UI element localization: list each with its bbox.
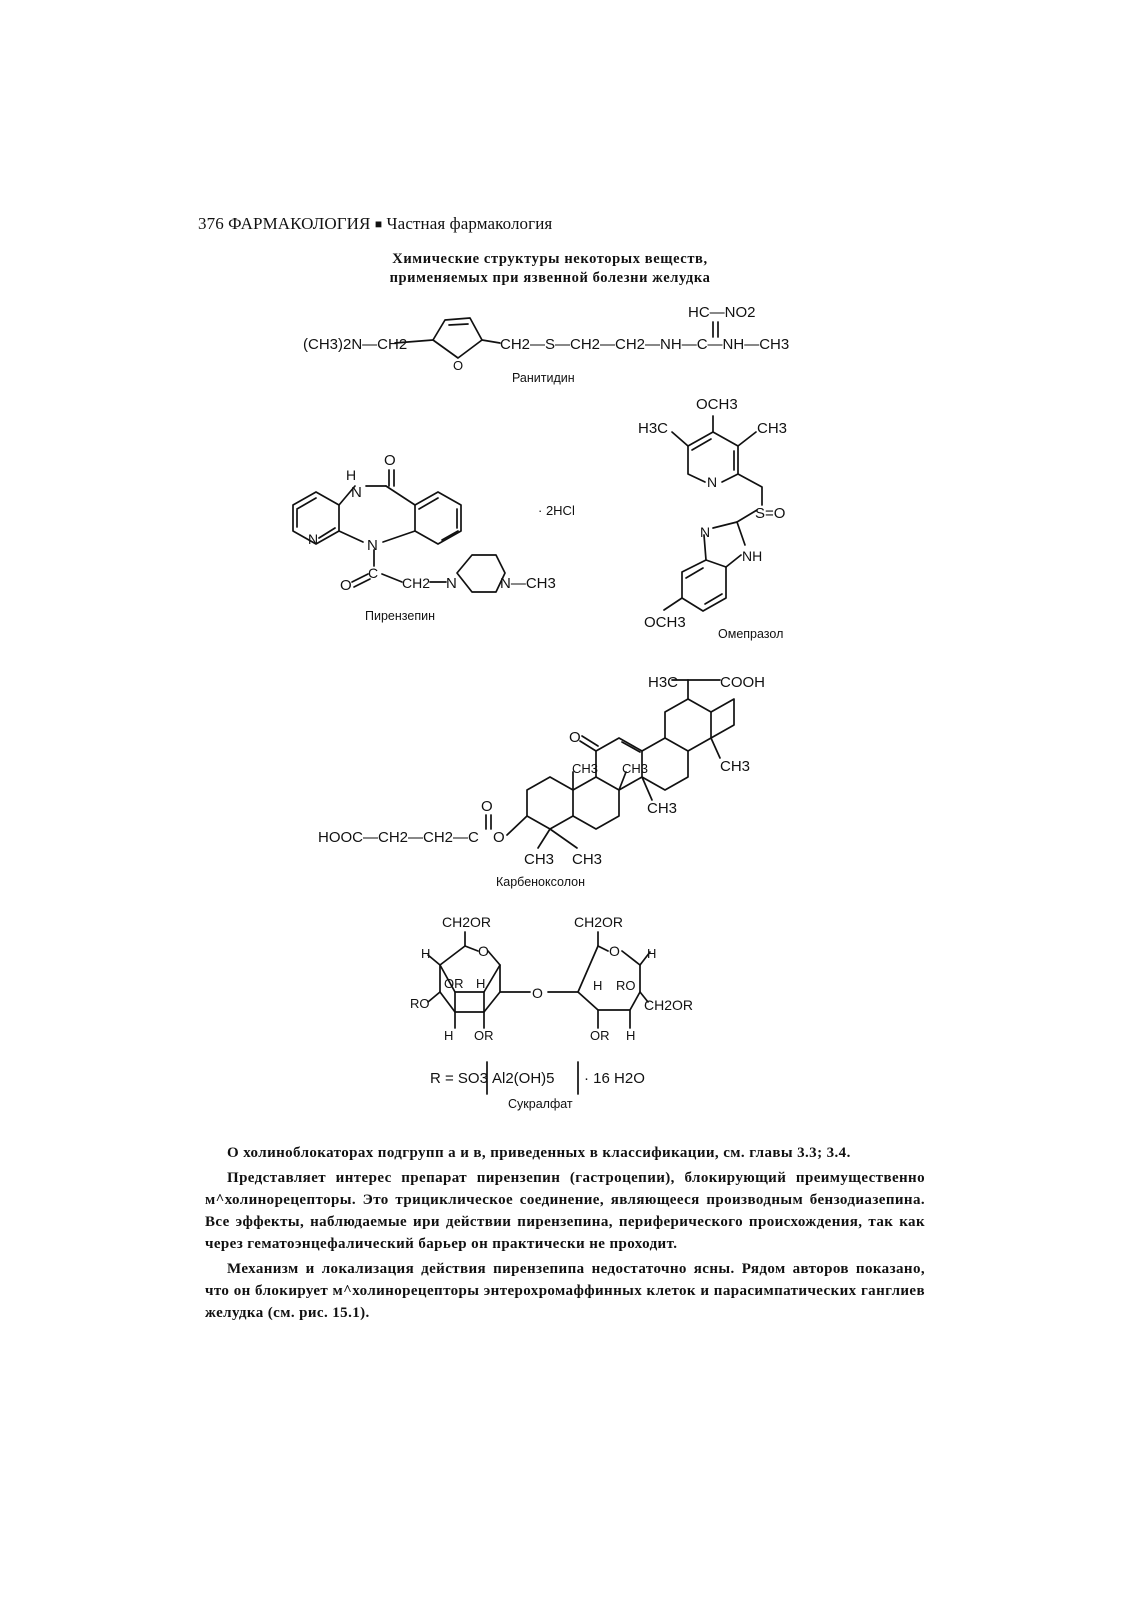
carbenoxolone-ketone-o: O [569,729,581,746]
ranitidine-furan-oxygen: O [453,358,464,373]
pirenzepine-amide-o: O [340,577,352,594]
sucralfate-h-3: H [476,976,486,991]
omeprazole-sulfoxide: S=O [755,505,786,522]
sucralfate-name: Сукралфат [508,1097,573,1111]
pirenzepine-structure [293,470,505,592]
section-title: Частная фармакология [386,214,553,233]
book-title: ФАРМАКОЛОГИЯ [228,214,371,233]
carbenoxolone-methyl-c: CH3 [647,800,678,817]
sucralfate-or-1: OR [444,976,464,991]
ranitidine-chain: CH2—S—CH2—CH2—NH—C—NH—CH3 [500,336,790,353]
carbenoxolone-h3c: H3C [648,674,679,691]
omeprazole-name: Омепразол [718,627,784,641]
pirenzepine-n-methyl: N—CH3 [500,575,556,592]
ranitidine-nitro-group: HC—NO2 [688,304,756,321]
sucralfate-link-o: O [532,985,543,1001]
sucralfate-h-5: H [444,1028,454,1043]
carbenoxolone-methyl-b: CH3 [622,761,649,776]
sucralfate-formula-right: · 16 H2O [584,1070,645,1087]
sucralfate-ch2or-left: CH2OR [442,914,492,930]
sucralfate-left-ring-o: O [478,943,489,959]
pirenzepine-pyridine-n: N [308,531,319,547]
sucralfate-or-4: OR [590,1028,610,1043]
paragraph-1: О холиноблокаторах подгрупп а и в, приведенных в классификации, см. главы 3.3; 3.4. [227,1145,851,1161]
sucralfate-h-1: H [421,946,431,961]
sucralfate-h-4: H [593,978,603,993]
omeprazole-pyridine-n: N [707,474,718,490]
sucralfate-ro: RO [410,996,430,1011]
carbenoxolone-link-o: O [493,829,505,846]
omeprazole-ch3: CH3 [757,420,788,437]
pirenzepine-carbonyl-c: C [368,565,379,581]
sucralfate-formula-mid: Al2(OH)5 [492,1070,555,1087]
sucralfate-h-2: H [647,946,657,961]
carbenoxolone-hooc-chain: HOOC—CH2—CH2—C [318,829,479,846]
sucralfate-or-3: OR [474,1028,494,1043]
pirenzepine-salt: · 2HCl [538,503,575,518]
body-text [205,1142,925,1327]
carbenoxolone-methyl-d: CH3 [524,851,555,868]
sucralfate-ch2or-right: CH2OR [574,914,624,930]
pirenzepine-ch2: CH2 [402,575,431,591]
carbenoxolone-methyl-right: CH3 [720,758,751,775]
paragraph-3: Механизм и локализация действия пирензепипа недостаточно ясны. Рядом авторов показано, что он блокирует м^холинорецепторы энтерохромаффинных клеток и парасимпатических ганглиев желудка (см. рис. 15.1). [205,1261,925,1321]
omeprazole-methoxy-bottom: OCH3 [644,614,686,631]
pirenzepine-piperazine-n: N [446,575,457,592]
sucralfate-h-6: H [626,1028,636,1043]
omeprazole-imidazole-n: N [700,524,711,540]
omeprazole-nh: NH [742,548,763,564]
figure-caption-line-1: Химические структуры некоторых веществ, [392,251,708,267]
carbenoxolone-methyl-e: CH3 [572,851,603,868]
carbenoxolone-methyl-a: CH3 [572,761,599,776]
figure-caption-line-2: применяемых при язвенной болезни желудка [389,270,711,286]
separator-square: ■ [374,217,383,231]
carbenoxolone-cooh: COOH [720,674,765,691]
ranitidine-left-group: (CH3)2N—CH2 [303,336,408,353]
sucralfate-formula-left: R = SO3 [430,1070,488,1087]
omeprazole-structure [664,416,762,611]
omeprazole-h3c: H3C [638,420,669,437]
pirenzepine-name: Пирензепин [365,609,435,623]
sucralfate-right-ring-o: O [609,943,620,959]
ranitidine-name: Ранитидин [512,371,575,385]
carbenoxolone-name: Карбеноксолон [496,875,585,889]
omeprazole-methoxy-top: OCH3 [696,396,738,413]
pirenzepine-h: H [346,467,357,483]
pirenzepine-ketone-o: O [384,452,396,469]
paragraph-2: Представляет интерес препарат пирензепин (гастроцепии), блокирующий преимущественно м^холинорецепторы. Это трициклическое соединение, являющееся производным бензодиазепина. Все эффекты, наблюдаемые ири действии пирензепина, периферического происхождения, так как через гематоэнцефалический барьер он практически не проходит. [205,1170,925,1252]
carbenoxolone-structure [486,680,734,848]
sucralfate-ch2or-side: CH2OR [644,997,694,1013]
pirenzepine-amide-n: N [351,484,362,501]
sucralfate-or-2: RO [616,978,636,993]
pirenzepine-center-n: N [367,537,378,554]
page-number: 376 [198,214,224,233]
carbenoxolone-ester-o: O [481,798,493,815]
